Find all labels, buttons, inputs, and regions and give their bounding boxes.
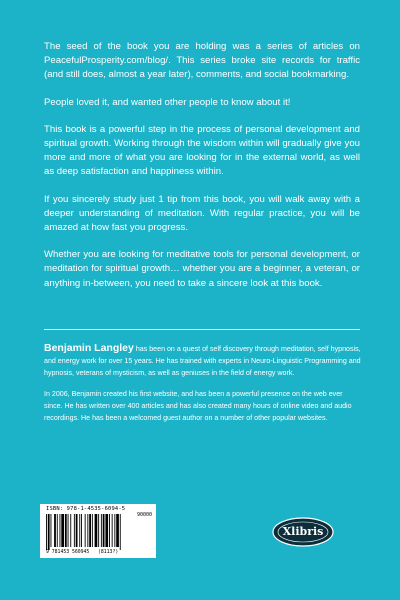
barcode-bar <box>103 514 105 547</box>
barcode-bar <box>98 514 99 547</box>
isbn-text: ISBN: 978-1-4535-6094-5 <box>46 506 126 512</box>
author-name: Benjamin Langley <box>44 342 134 354</box>
barcode-bar <box>92 514 93 547</box>
xlibris-logo-icon <box>272 517 334 547</box>
barcode-bars-icon <box>46 514 150 550</box>
barcode-bar <box>57 514 58 547</box>
barcode-bar <box>120 514 121 550</box>
barcode-bar <box>95 514 98 547</box>
bio-paragraph-1 <box>44 342 362 380</box>
isbn-barcode <box>40 504 156 558</box>
blurb-paragraph-1: The seed of the book you are holding was a series of articles on PeacefulProsperity.com/blog/. This series broke site records for traffic (and still does, almost a year later), comments, and social bookmarking. <box>44 41 360 81</box>
bio-paragraph-1-text: has been on a quest of self discovery through meditation, self hypnosis, and energy work for over 15 years. He has trained with experts in Neuro-Linguistic Programming and hypnosis, veterans of mysticism, as well as geniuses in the field of energy work. <box>44 345 361 378</box>
blurb-paragraph-4: If you sincerely study just 1 tip from this book, you will walk away with a deeper understanding of meditation. With regular practice, you will be amazed at how fast you progress. <box>44 193 360 234</box>
publisher-name: Xlibris <box>282 525 324 538</box>
barcode-bar <box>112 514 113 547</box>
barcode-bar <box>85 514 86 547</box>
barcode-bar <box>65 514 67 547</box>
barcode-bar <box>79 514 80 547</box>
author-bio <box>44 342 362 432</box>
barcode-bar <box>116 514 119 547</box>
barcode-bar <box>109 514 110 547</box>
barcode-bar <box>61 514 64 547</box>
barcode-bar <box>74 514 75 547</box>
blurb-paragraph-2: People loved it, and wanted other people to know about it! <box>44 96 291 108</box>
barcode-bar <box>105 514 108 547</box>
blurb-paragraph-3: This book is a powerful step in the process of personal development and spiritual growth. Working through the wisdom within will gradually give you more and more of what you are looking for in the external world, as well as deep satisfaction and happiness within. <box>44 123 360 178</box>
barcode-bar <box>68 514 69 547</box>
barcode-bar <box>46 514 47 550</box>
barcode-bar <box>48 514 50 550</box>
barcode-bar <box>54 514 56 547</box>
barcode-bar <box>76 514 78 547</box>
barcode-bar <box>87 514 88 547</box>
barcode-bar <box>81 514 82 547</box>
barcode-bar <box>89 514 91 547</box>
blurb <box>44 40 360 304</box>
barcode-bar <box>60 514 61 547</box>
bio-paragraph-2: In 2006, Benjamin created his first website, and has been a powerful presence on the web ever since. He has written over 400 articles and has also created many hours of online video and audio recordings. He has been a welcomed guest author on a number of other popular websites. <box>44 389 352 423</box>
price-code: 90000 <box>136 512 152 518</box>
barcode-bar <box>51 514 52 547</box>
blurb-paragraph-5: Whether you are looking for meditative tools for personal development, or meditation for spiritual growth… whether you are a beginner, a veteran, or anything in-between, you need to take a sincere look at this book. <box>44 249 360 289</box>
barcode-digits: 9 781453 560945 (8113?) <box>46 550 119 555</box>
divider <box>44 329 360 330</box>
barcode-bar <box>101 514 102 547</box>
barcode-bar <box>114 514 115 547</box>
barcode-bar <box>70 514 71 547</box>
